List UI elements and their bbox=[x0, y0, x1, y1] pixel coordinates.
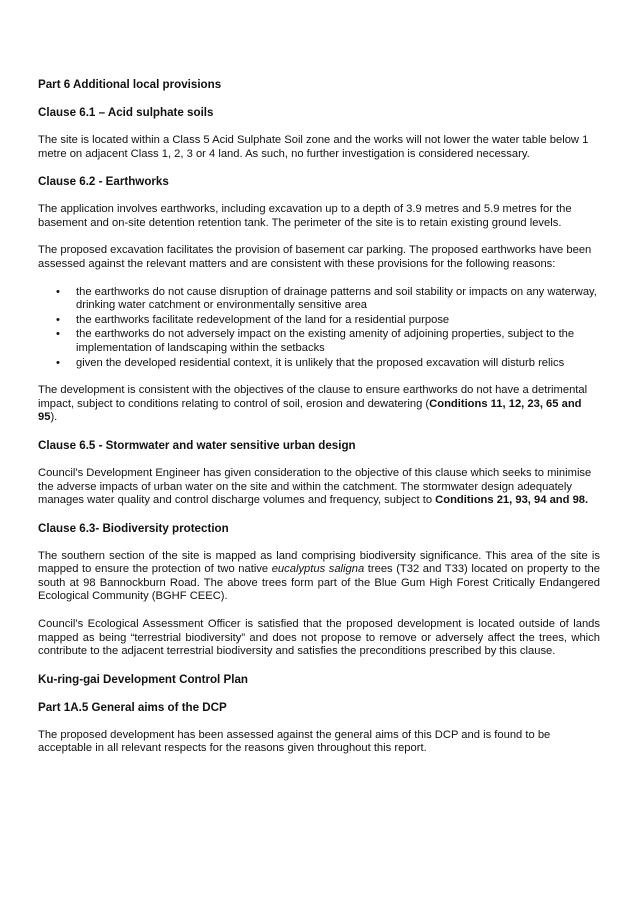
clause-6-3-heading: Clause 6.3- Biodiversity protection bbox=[38, 521, 229, 535]
clause-6-5-body bbox=[38, 467, 600, 508]
clause-6-1-heading: Clause 6.1 – Acid sulphate soils bbox=[38, 106, 214, 119]
list-item: • the earthworks do not cause disruption of drainage patterns and soil stability or impacts on any waterway, drinking water catchment or environmentally sensitive area bbox=[76, 286, 600, 313]
conditions-reference: Conditions 11, 12, 23, 65 and 95 bbox=[38, 397, 582, 424]
para-text: The southern section of the site is mapped as land comprising biodiversity significance. This area of the site is mapped to ensure the protection of two native bbox=[38, 549, 600, 576]
conditions-reference: Conditions 21, 93, 94 and 98. bbox=[435, 494, 589, 507]
para-text: trees (T32 and T33) located on property to the south at 98 Bannockburn Road. The above trees form part of the Blue Gum High Forest Critically Endangered Ecological Community (BGHF CEEC). bbox=[38, 563, 601, 603]
list-item: • the earthworks facilitate redevelopment of the land for a residential purpose bbox=[76, 314, 600, 328]
clause-6-2-heading: Clause 6.2 - Earthworks bbox=[38, 175, 169, 189]
clause-6-1-body: The site is located within a Class 5 Acid Sulphate Soil zone and the works will not lower the water table below 1 metre on adjacent Class 1, 2, 3 or 4 land. As such, no further investigation is considered necessary. bbox=[38, 134, 589, 160]
list-item: • the earthworks do not adversely impact on the existing amenity of adjoining properties, subject to the implementation of landscaping within the setbacks bbox=[76, 328, 600, 355]
list-item: • given the developed residential context, it is unlikely that the proposed excavation will disturb relics bbox=[76, 357, 600, 371]
earthworks-reasons-list bbox=[38, 286, 600, 371]
part6-heading: Part 6 Additional local provisions bbox=[38, 78, 222, 91]
clause-6-3-para-1 bbox=[38, 550, 600, 604]
dcp-heading: Ku-ring-gai Development Control Plan bbox=[38, 672, 248, 686]
clause-6-2-para-1: The application involves earthworks, including excavation up to a depth of 3.9 metres and 5.9 metres for the basement and on-site detention retention tank. The perimeter of the site is to retain existing ground levels. bbox=[38, 203, 572, 229]
para-text: Council’s Development Engineer has given consideration to the objective of this clause which seeks to minimise the adverse impacts of urban water on the site and within the catchment. The stormwater design adequately manages water quality and control discharge volumes and frequency, subject to bbox=[38, 466, 592, 507]
para-text: The development is consistent with the objectives of the clause to ensure earthworks do not have a detrimental impact, subject to conditions relating to control of soil, erosion and dewatering ( bbox=[38, 384, 588, 410]
part-1a5-heading: Part 1A.5 General aims of the DCP bbox=[38, 700, 227, 714]
para-text: ). bbox=[50, 411, 58, 424]
species-name: eucalyptus saligna bbox=[271, 563, 365, 576]
clause-6-2-para-3 bbox=[38, 384, 600, 425]
part-1a5-body: The proposed development has been assessed against the general aims of this DCP and is found to be acceptable in all relevant respects for the reasons given throughout this report. bbox=[38, 728, 551, 755]
clause-6-5-heading: Clause 6.5 - Stormwater and water sensitive urban design bbox=[38, 438, 356, 452]
clause-6-3-para-2: Council’s Ecological Assessment Officer is satisfied that the proposed development is located outside of lands mapped as being “terrestrial biodiversity” and does not propose to remove or adversely affect the trees, which contribute to the adjacent terrestrial biodiversity and satisfies the preconditions prescribed by this clause. bbox=[38, 618, 600, 658]
clause-6-2-para-2: The proposed excavation facilitates the provision of basement car parking. The proposed earthworks have been assessed against the relevant matters and are consistent with these provisions for the following reasons: bbox=[38, 244, 592, 270]
document-page bbox=[38, 78, 600, 770]
